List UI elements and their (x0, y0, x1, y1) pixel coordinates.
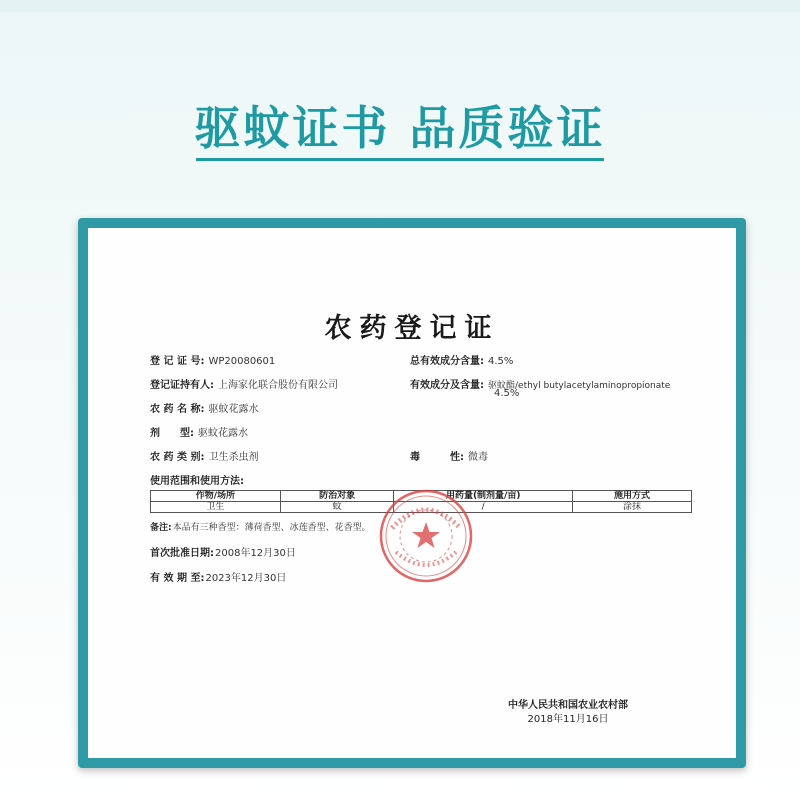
note-value: 本品有三种香型：薄荷香型、冰莲香型、花香型。 (172, 523, 371, 533)
field-formulation (150, 424, 248, 439)
field-value: 上海家化联合股份有限公司 (218, 380, 338, 391)
usage-title-text: 使用范围和使用方法: (150, 476, 244, 487)
table-cell: 蚊 (280, 502, 394, 513)
table-cell: 卫生 (151, 502, 281, 513)
official-seal-icon (378, 488, 474, 584)
field-value: 驱蚊酯/ethyl butylacetylaminopropionate (488, 381, 671, 391)
field-value: 驱蚊花露水 (208, 404, 259, 415)
certificate-frame (78, 218, 746, 768)
field-ingredient (410, 376, 670, 391)
table-header-cell: 防治对象 (280, 491, 394, 502)
field-label: 有 效 期 至: (150, 573, 205, 584)
issuer-name: 中华人民共和国农业农村部 (508, 700, 628, 711)
field-label: 首次批准日期: (150, 548, 214, 559)
top-strip (0, 0, 800, 12)
certificate-paper (88, 228, 736, 758)
table-cell: / (394, 502, 573, 513)
field-value: WP20080601 (208, 356, 276, 367)
field-label: 剂 型: (150, 428, 194, 439)
field-holder (150, 376, 338, 391)
certificate-title: 农药登记证 (324, 313, 500, 344)
field-label: 农 药 类 别: (150, 452, 205, 463)
field-label: 登 记 证 号: (150, 356, 205, 367)
table-header-cell: 作物/场所 (151, 491, 281, 502)
field-label: 登记证持有人: (150, 380, 214, 391)
field-value: 驱蚊花露水 (198, 428, 248, 439)
field-toxicity (410, 448, 488, 463)
table-header-cell: 用药量(制剂量/亩) (394, 491, 573, 502)
field-value: 2008年12月30日 (215, 548, 296, 559)
issue-date: 2018年11月16日 (527, 714, 609, 725)
field-category (150, 448, 258, 463)
table-cell: 涂抹 (572, 502, 691, 513)
field-reg-no (150, 352, 275, 367)
note-row (150, 520, 371, 533)
field-value: 卫生杀虫剂 (208, 452, 259, 463)
field-label: 农 药 名 称: (150, 404, 205, 415)
field-value: 4.5% (488, 356, 514, 367)
field-value: 微毒 (468, 452, 488, 463)
field-label: 总有效成分含量: (410, 356, 484, 367)
table-header-cell: 施用方式 (572, 491, 691, 502)
field-pesticide-name (150, 400, 258, 415)
banner-title: 驱蚊证书 品质验证 (194, 101, 606, 155)
field-label: 毒 性: (410, 452, 464, 463)
field-value: 2023年12月30日 (205, 573, 287, 584)
field-first-approval (150, 544, 296, 559)
field-ingredient-content (494, 388, 519, 399)
field-label: 有效成分及含量: (410, 380, 484, 391)
field-valid-until (150, 569, 286, 584)
note-label: 备注: (150, 523, 172, 533)
field-value: 4.5% (494, 388, 520, 399)
usage-title (150, 472, 244, 487)
field-total-content (410, 352, 513, 367)
banner-underline (196, 158, 604, 161)
